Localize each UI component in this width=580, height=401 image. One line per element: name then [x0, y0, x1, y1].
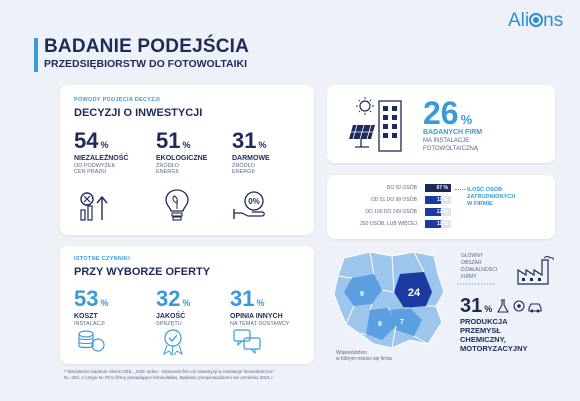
industry-label: PRODUKCJA [460, 317, 508, 326]
hand-zero-percent-icon [232, 189, 272, 221]
reason-value: 31 [232, 128, 257, 153]
companies-sub: MA INSTALACJE [423, 138, 470, 144]
area-legend: FIRMY [461, 274, 477, 280]
factor-sub: NA TEMAT DOSTAWCY [230, 320, 290, 327]
brand-logo: Ali ns [508, 10, 564, 31]
size-legend: W FIRMIE [467, 201, 493, 207]
factor-label: KOSZT [74, 313, 98, 320]
reason-sub: ŹRÓDŁO [156, 162, 179, 169]
factor-item: 31 % OPINIA INNYCH NA TEMAT DOSTAWCY [230, 288, 314, 327]
reason-sub: ENERGII [156, 169, 179, 175]
industry-label: PRZEMYSŁ [460, 326, 501, 335]
companies-sub: FOTOWOLTAICZNĄ [423, 146, 478, 152]
factor-item: 32 % JAKOŚĆ SPRZĘTU [156, 288, 234, 327]
factor-value: 31 [230, 286, 255, 311]
factory-icon [516, 256, 556, 286]
reason-item: 31 % DARMOWE ŹRÓDŁO ENERGII [232, 130, 310, 175]
building-solar-icon [345, 95, 407, 153]
factor-value: 53 [74, 286, 99, 311]
map-value-south: 7 [400, 319, 404, 326]
reason-sub: ENERGII [232, 169, 255, 175]
eco-bulb-icon [162, 187, 192, 223]
industry-value: 31 [460, 295, 483, 317]
coins-icon [76, 328, 106, 354]
size-bar-track [425, 208, 451, 216]
industry-label: MOTORYZACYJNY [460, 344, 528, 353]
reasons-card [60, 85, 314, 235]
svg-text:0%: 0% [248, 197, 260, 206]
industry-icons [497, 298, 543, 314]
poland-map [330, 248, 450, 352]
size-bar-value: 67 % [436, 185, 448, 191]
factor-item: 53 % KOSZT INSTALACJI [74, 288, 152, 327]
map-caption: Województwo [336, 350, 367, 356]
size-bar-value: 12 % [436, 209, 448, 215]
page-title: BADANIE PODEJŚCIA [44, 36, 250, 57]
size-row-label: OD 100 DO 249 OSÓB [365, 209, 417, 215]
car-icon [529, 304, 541, 311]
factor-value: 32 [156, 286, 181, 311]
flask-icon [498, 300, 508, 312]
reason-label: DARMOWE [232, 155, 270, 162]
area-legend: DZIAŁALNOŚCI [461, 267, 498, 273]
footnote [64, 369, 364, 382]
company-size-card [327, 175, 555, 239]
factor-sub: SPRZĘTU [156, 320, 182, 327]
companies-value: 26 [423, 95, 459, 131]
reason-value: 54 [74, 128, 99, 153]
legend-connector [455, 189, 465, 190]
size-row-label: DO 50 OSÓB [386, 185, 417, 191]
map-value-west: 9 [360, 291, 364, 298]
footnote-line: * Niezależne badanie Aliens OZE, „OZE Index - Stosunek firm do inwestycji w instalacje fotowoltaiczne”. [64, 369, 276, 374]
reason-item: 54 % NIEZALEŻNOŚĆ OD PODWYŻEK CEN PRĄDU [74, 130, 152, 175]
area-legend: OBSZAR [461, 260, 482, 266]
reason-item: 51 % EKOLOGICZNE ŹRÓDŁO ENERGII [156, 130, 234, 175]
size-bar-value: 11 % [436, 221, 448, 227]
map-value-southwest: 6 [378, 321, 382, 328]
page-subtitle: PRZEDSIĘBIORSTW DO FOTOWOLTAIKI [44, 58, 247, 70]
reason-sub: OD PODWYŻEK [74, 162, 116, 169]
area-legend: GŁÓWNY [461, 253, 484, 259]
industry-label: CHEMICZNY, [460, 335, 506, 344]
reason-label: EKOLOGICZNE [156, 155, 208, 162]
map-value-center: 24 [407, 287, 421, 299]
speech-bubbles-icon [232, 328, 262, 354]
reason-label: NIEZALEŻNOŚĆ [74, 155, 129, 162]
companies-label: BADANYCH FIRM [423, 129, 483, 136]
size-row-label: OD 51 DO 99 OSÓB [370, 197, 417, 203]
title-accent-bar [34, 38, 38, 72]
factor-label: JAKOŚĆ [156, 313, 186, 320]
factors-kicker: ISTOTNE CZYNNIKI [74, 256, 131, 262]
companies-card [327, 85, 555, 163]
factor-label: OPINIA INNYCH [230, 313, 283, 320]
size-bar-track [425, 196, 451, 204]
size-bar-track [425, 184, 451, 192]
map-pointer-line [455, 266, 515, 286]
footnote-line: N= 302, z czego N=79 to firmy posiadające fotowoltaikę. Badanie przeprowadzono we wrześniu 2021 r. [64, 375, 274, 381]
factors-card [60, 246, 314, 364]
map-caption: w którym mieści się firma [336, 356, 392, 362]
quality-icon [158, 326, 188, 356]
reason-sub: ŹRÓDŁO [232, 162, 255, 169]
chart-up-icon [78, 190, 118, 222]
size-legend: ILOŚĆ OSÓB [467, 187, 503, 193]
companies-stat: 26 % [423, 95, 473, 131]
size-row-label: 250 OSÓB, LUB WIĘCEJ [360, 221, 417, 227]
factor-sub: INSTALACJI [74, 320, 105, 327]
reasons-heading: DECYZJI O INWESTYCJI [74, 107, 203, 119]
reason-value: 51 [156, 128, 181, 153]
size-bar-value: 11 % [436, 197, 448, 203]
reason-sub: CEN PRĄDU [74, 169, 107, 175]
factors-heading: PRZY WYBORZE OFERTY [74, 266, 211, 278]
reasons-kicker: POWODY PODJĘCIA DECYZJI [74, 97, 161, 103]
size-legend: ZATRUDNIONYCH [467, 194, 516, 200]
size-bar-track [425, 220, 451, 228]
industry-stat: 31 % [460, 295, 493, 317]
